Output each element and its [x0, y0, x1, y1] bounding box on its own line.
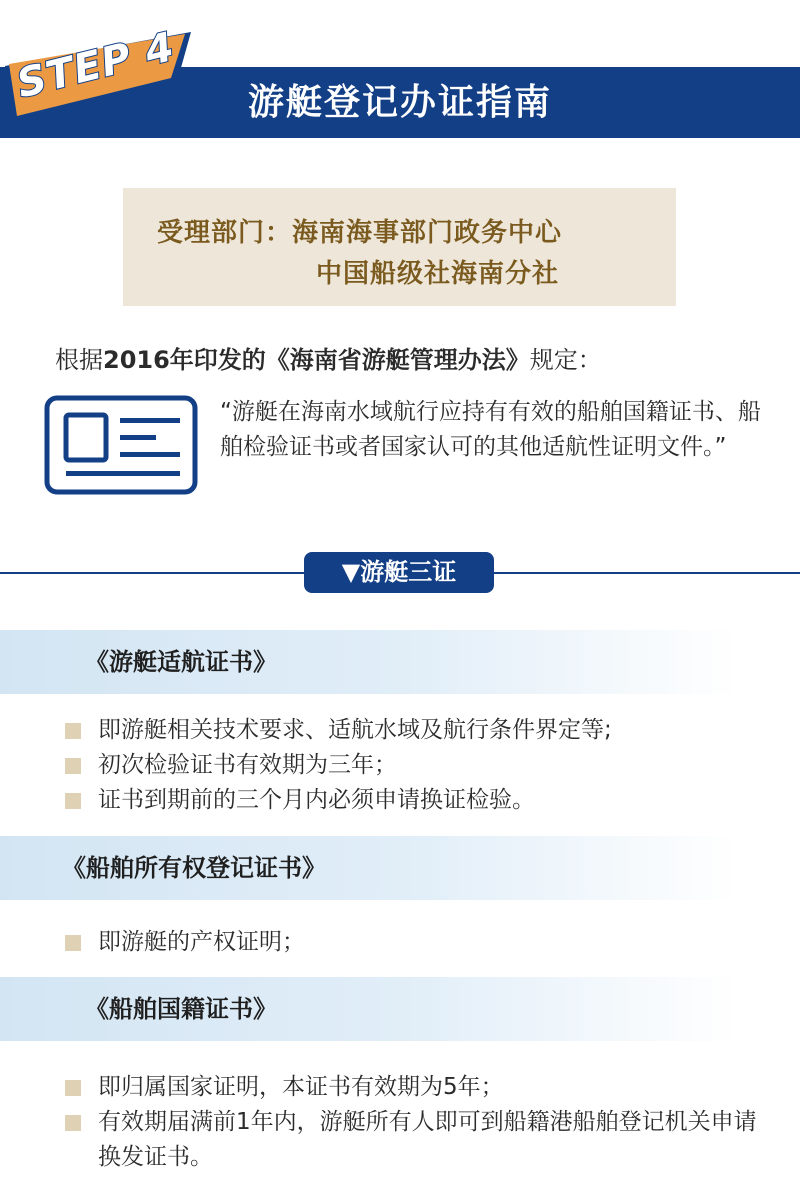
list-item: 即归属国家证明，本证书有效期为5年； — [65, 1070, 778, 1105]
basis-regulation: 2016年印发的《海南省游艇管理办法》 — [103, 346, 530, 374]
department-box — [123, 188, 676, 306]
list-item: 即游艇相关技术要求、适航水域及航行条件界定等; — [65, 713, 612, 748]
regulation-quote: “游艇在海南水域航行应持有有效的船舶国籍证书、船舶检验证书或者国家认可的其他适航性证明文件。” — [220, 399, 761, 460]
certificate-items-nationality — [65, 1070, 778, 1175]
certificate-band-nationality — [0, 977, 740, 1041]
basis-suffix: 规定： — [529, 346, 602, 374]
bullet-square-icon — [65, 723, 81, 739]
list-item: 初次检验证书有效期为三年； — [65, 748, 612, 783]
section-label-pill: ▼游艇三证 — [304, 552, 494, 593]
certificate-title: 《游艇适航证书》 — [85, 648, 277, 676]
bullet-square-icon — [65, 793, 81, 809]
certificate-items-seaworthiness — [65, 713, 612, 818]
certificate-band-seaworthiness — [0, 630, 740, 694]
basis-prefix: 根据 — [55, 346, 103, 374]
certificate-title: 《船舶国籍证书》 — [85, 995, 277, 1023]
certificate-items-ownership — [65, 925, 305, 960]
bullet-square-icon — [65, 1115, 81, 1131]
certificate-band-ownership — [0, 836, 740, 900]
list-item: 即游艇的产权证明； — [65, 925, 305, 960]
bullet-square-icon — [65, 758, 81, 774]
bullet-square-icon — [65, 935, 81, 951]
department-line-1: 受理部门：海南海事部门政务中心 — [157, 218, 563, 248]
certificate-title: 《船舶所有权登记证书》 — [62, 854, 326, 882]
certificate-card-icon — [44, 395, 198, 495]
bullet-square-icon — [65, 1080, 81, 1096]
list-item: 证书到期前的三个月内必须申请换证检验。 — [65, 783, 612, 818]
department-line-2: 中国船级社海南分社 — [316, 259, 560, 289]
regulation-basis — [55, 340, 602, 375]
step-label: STEP 4 — [12, 23, 180, 108]
list-item: 有效期届满前1年内，游艇所有人即可到船籍港船舶登记机关申请换发证书。 — [65, 1105, 778, 1175]
page-title: 游艇登记办证指南 — [247, 82, 552, 123]
